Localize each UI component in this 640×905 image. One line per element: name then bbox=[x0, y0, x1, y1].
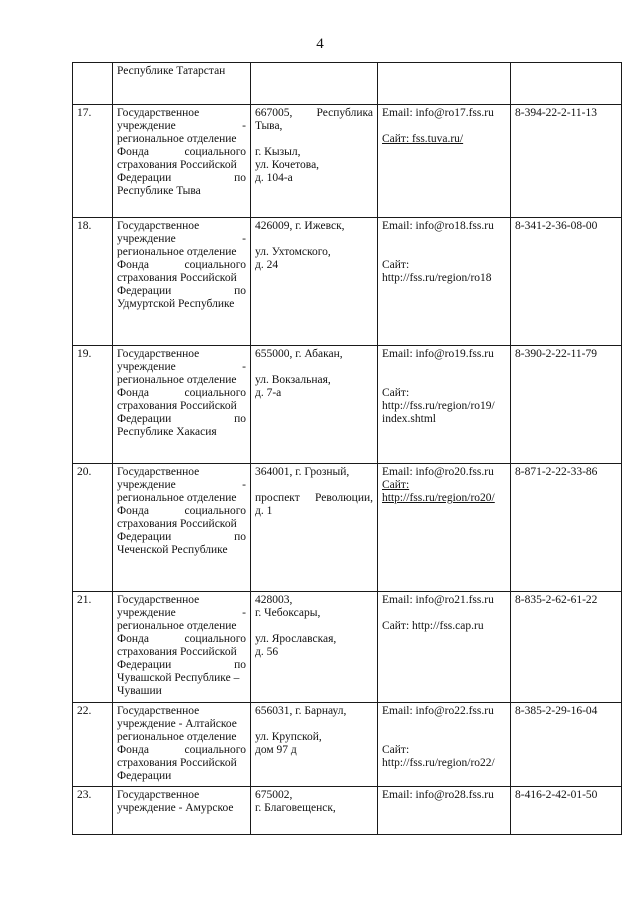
cell-organization bbox=[113, 346, 251, 464]
address-line: ул. Крупской, bbox=[255, 731, 322, 743]
website-link[interactable]: Сайт: fss.tuva.ru/ bbox=[382, 133, 464, 145]
cell-organization bbox=[113, 105, 251, 218]
address-line: 426009, г. Ижевск, bbox=[255, 220, 345, 232]
organization-line: Государственное bbox=[117, 789, 200, 801]
website-link: Сайт: bbox=[382, 259, 410, 271]
cell-number: 17. bbox=[73, 105, 113, 218]
cell-organization bbox=[113, 592, 251, 703]
organization-line: Фонда социального bbox=[117, 633, 246, 645]
organization-line: страхования Российской bbox=[117, 400, 237, 412]
cell-address bbox=[251, 105, 378, 218]
table-row bbox=[73, 703, 622, 787]
cell-organization bbox=[113, 63, 251, 105]
organization-line: Республике Татарстан bbox=[117, 65, 226, 77]
cell-contacts bbox=[378, 464, 511, 592]
cell-contacts bbox=[378, 592, 511, 703]
organization-line: Фонда социального bbox=[117, 387, 246, 399]
website-link: Сайт: bbox=[382, 744, 410, 756]
cell-address bbox=[251, 346, 378, 464]
address-line: г. Кызыл, bbox=[255, 146, 301, 158]
cell-number: 21. bbox=[73, 592, 113, 703]
organization-line: учреждение - bbox=[117, 233, 246, 245]
organization-line: учреждение - Амурское bbox=[117, 802, 234, 814]
address-line: г. Чебоксары, bbox=[255, 607, 321, 619]
cell-address bbox=[251, 63, 378, 105]
cell-contacts bbox=[378, 218, 511, 346]
address-line: ул. Ухтомского, bbox=[255, 246, 331, 258]
cell-number: 23. bbox=[73, 787, 113, 835]
organization-line: Фонда социального bbox=[117, 744, 246, 756]
spacer bbox=[382, 607, 506, 620]
address-line bbox=[255, 620, 373, 633]
organization-line: Государственное bbox=[117, 705, 200, 717]
cell-contacts bbox=[378, 63, 511, 105]
website-link: http://fss.ru/region/ro18 bbox=[382, 272, 492, 284]
organization-line: страхования Российской bbox=[117, 159, 237, 171]
page-number: 4 bbox=[316, 36, 324, 52]
email-text: Email: info@ro19.fss.ru bbox=[382, 348, 494, 360]
cell-phone: 8-394-22-2-11-13 bbox=[511, 105, 622, 218]
cell-phone: 8-385-2-29-16-04 bbox=[511, 703, 622, 787]
organization-line: Федерации по bbox=[117, 413, 246, 425]
address-line bbox=[255, 133, 373, 146]
address-line bbox=[255, 718, 373, 731]
organization-line: региональное отделение bbox=[117, 246, 237, 258]
organization-line: страхования Российской bbox=[117, 646, 237, 658]
cell-phone: 8-390-2-22-11-79 bbox=[511, 346, 622, 464]
cell-address bbox=[251, 592, 378, 703]
organization-line: учреждение - bbox=[117, 120, 246, 132]
cell-contacts bbox=[378, 787, 511, 835]
address-line: г. Благовещенск, bbox=[255, 802, 336, 814]
organization-line: учреждение - bbox=[117, 479, 246, 491]
address-line: 675002, bbox=[255, 789, 293, 801]
address-line: ул. Кочетова, bbox=[255, 159, 320, 171]
address-line: ул. Вокзальная, bbox=[255, 374, 331, 386]
website-link: Сайт: http://fss.cap.ru bbox=[382, 620, 484, 632]
organization-line: страхования Российской bbox=[117, 272, 237, 284]
address-line: д. 56 bbox=[255, 646, 279, 658]
organization-line: Федерации по bbox=[117, 659, 246, 671]
organization-line: Чеченской Республике bbox=[117, 544, 228, 556]
spacer bbox=[382, 120, 506, 133]
organization-line: Республике Хакасия bbox=[117, 426, 217, 438]
table-row bbox=[73, 592, 622, 703]
address-line bbox=[255, 233, 373, 246]
organization-line: Государственное bbox=[117, 348, 200, 360]
cell-phone: 8-416-2-42-01-50 bbox=[511, 787, 622, 835]
organization-line: Федерации по bbox=[117, 172, 246, 184]
organization-line: Государственное bbox=[117, 466, 200, 478]
organization-line: Фонда социального bbox=[117, 146, 246, 158]
table-row bbox=[73, 105, 622, 218]
spacer bbox=[382, 731, 506, 744]
spacer bbox=[382, 718, 506, 731]
email-text: Email: info@ro18.fss.ru bbox=[382, 220, 494, 232]
cell-address bbox=[251, 703, 378, 787]
address-line: д. 7-а bbox=[255, 387, 282, 399]
spacer bbox=[382, 233, 506, 246]
organization-line: учреждение - bbox=[117, 607, 246, 619]
cell-address bbox=[251, 218, 378, 346]
cell-organization bbox=[113, 787, 251, 835]
cell-organization bbox=[113, 218, 251, 346]
address-line bbox=[255, 361, 373, 374]
address-line: ул. Ярославская, bbox=[255, 633, 337, 645]
website-link: http://fss.ru/region/ro22/ bbox=[382, 757, 495, 769]
organization-line: региональное отделение bbox=[117, 374, 237, 386]
spacer bbox=[382, 246, 506, 259]
organization-line: учреждение - bbox=[117, 361, 246, 373]
table-row-continuation bbox=[73, 63, 622, 105]
cell-phone: 8-871-2-22-33-86 bbox=[511, 464, 622, 592]
address-line: д. 24 bbox=[255, 259, 279, 271]
address-line: д. 1 bbox=[255, 505, 273, 517]
cell-organization bbox=[113, 703, 251, 787]
email-text: Email: info@ro22.fss.ru bbox=[382, 705, 494, 717]
address-line: 655000, г. Абакан, bbox=[255, 348, 343, 360]
website-link: Сайт: bbox=[382, 387, 410, 399]
cell-phone bbox=[511, 63, 622, 105]
organization-line: Федерации по bbox=[117, 285, 246, 297]
table-row bbox=[73, 787, 622, 835]
website-link[interactable]: Сайт: bbox=[382, 479, 410, 491]
cell-contacts bbox=[378, 105, 511, 218]
address-line: д. 104-а bbox=[255, 172, 293, 184]
email-text: Email: info@ro21.fss.ru bbox=[382, 594, 494, 606]
cell-address bbox=[251, 787, 378, 835]
website-link[interactable]: http://fss.ru/region/ro20/ bbox=[382, 492, 495, 504]
cell-phone: 8-835-2-62-61-22 bbox=[511, 592, 622, 703]
address-line: дом 97 д bbox=[255, 744, 297, 756]
website-link: index.shtml bbox=[382, 413, 436, 425]
cell-contacts bbox=[378, 346, 511, 464]
organization-line: Государственное bbox=[117, 107, 200, 119]
website-link: http://fss.ru/region/ro19/ bbox=[382, 400, 495, 412]
cell-number: 19. bbox=[73, 346, 113, 464]
cell-number: 18. bbox=[73, 218, 113, 346]
organization-line: Чувашской Республике – bbox=[117, 672, 240, 684]
organization-line: Государственное bbox=[117, 220, 200, 232]
organization-line: региональное отделение bbox=[117, 133, 237, 145]
organization-line: Республике Тыва bbox=[117, 185, 201, 197]
organization-line: Чувашии bbox=[117, 685, 162, 697]
organization-line: страхования Российской bbox=[117, 757, 237, 769]
cell-address bbox=[251, 464, 378, 592]
organization-line: Федерации по bbox=[117, 531, 246, 543]
organization-line: Федерации bbox=[117, 770, 172, 782]
address-line: 656031, г. Барнаул, bbox=[255, 705, 347, 717]
address-line: 667005, Республика bbox=[255, 107, 373, 119]
organization-line: региональное отделение bbox=[117, 492, 237, 504]
table-row bbox=[73, 464, 622, 592]
regional-offices-table bbox=[72, 62, 622, 835]
cell-phone: 8-341-2-36-08-00 bbox=[511, 218, 622, 346]
email-text: Email: info@ro17.fss.ru bbox=[382, 107, 494, 119]
spacer bbox=[382, 374, 506, 387]
organization-line: Государственное bbox=[117, 594, 200, 606]
cell-number: 22. bbox=[73, 703, 113, 787]
cell-organization bbox=[113, 464, 251, 592]
organization-line: региональное отделение bbox=[117, 731, 237, 743]
address-line: 428003, bbox=[255, 594, 293, 606]
table-row bbox=[73, 346, 622, 464]
address-line: 364001, г. Грозный, bbox=[255, 466, 350, 478]
organization-line: учреждение - Алтайское bbox=[117, 718, 237, 730]
address-line: проспект Революции, bbox=[255, 492, 373, 504]
spacer bbox=[382, 361, 506, 374]
cell-contacts bbox=[378, 703, 511, 787]
cell-number: 20. bbox=[73, 464, 113, 592]
organization-line: Фонда социального bbox=[117, 259, 246, 271]
email-text: Email: info@ro20.fss.ru bbox=[382, 466, 494, 478]
table-row bbox=[73, 218, 622, 346]
organization-line: Удмуртской Республике bbox=[117, 298, 235, 310]
cell-number bbox=[73, 63, 113, 105]
address-line bbox=[255, 479, 373, 492]
address-line: Тыва, bbox=[255, 120, 283, 132]
organization-line: региональное отделение bbox=[117, 620, 237, 632]
organization-line: Фонда социального bbox=[117, 505, 246, 517]
organization-line: страхования Российской bbox=[117, 518, 237, 530]
email-text: Email: info@ro28.fss.ru bbox=[382, 789, 494, 801]
